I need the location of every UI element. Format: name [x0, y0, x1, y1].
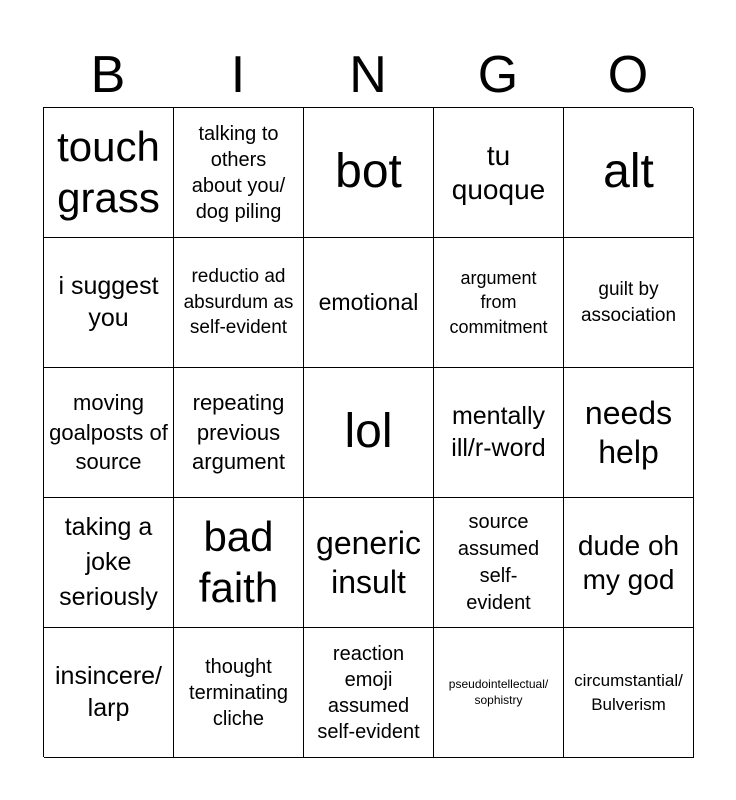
cell-text: moving goalposts of source	[49, 389, 168, 475]
cell-text: emotional	[318, 288, 419, 315]
cell-text: talking to others about you/ dog piling	[191, 122, 286, 223]
bingo-cell[interactable]	[564, 368, 694, 498]
header-letter-g: G	[477, 46, 519, 104]
cell-text: circumstantial/ Bulverism	[574, 670, 683, 714]
cell-text: tu quoque	[451, 139, 546, 205]
bingo-cell[interactable]	[564, 238, 694, 368]
cell-text: reaction emoji assumed self-evident	[317, 642, 420, 743]
bingo-cell[interactable]	[304, 498, 434, 628]
header-letter-i: I	[230, 46, 246, 104]
bingo-cell[interactable]	[174, 368, 304, 498]
bingo-cell[interactable]	[174, 238, 304, 368]
cell-text: needs help	[584, 395, 673, 470]
cell-text: bad faith	[198, 513, 279, 611]
header-letter-n: N	[349, 46, 387, 104]
bingo-cell[interactable]	[44, 498, 174, 628]
bingo-cell[interactable]	[44, 368, 174, 498]
bingo-cell[interactable]	[304, 238, 434, 368]
bingo-cell[interactable]	[174, 498, 304, 628]
bingo-cell[interactable]	[434, 628, 564, 758]
cell-text: taking a joke seriously	[59, 513, 158, 611]
cell-text: generic insult	[316, 525, 421, 600]
header-letter-b: B	[90, 46, 126, 104]
cell-text: alt	[603, 145, 654, 199]
cell-text: touch grass	[57, 123, 160, 221]
cell-text: dude oh my god	[577, 529, 680, 595]
bingo-cell[interactable]	[304, 368, 434, 498]
cell-text: pseudointellectual/ sophistry	[448, 676, 549, 707]
bingo-cell[interactable]	[174, 628, 304, 758]
bingo-header	[43, 44, 693, 106]
bingo-cell[interactable]	[174, 108, 304, 238]
bingo-cell[interactable]	[304, 108, 434, 238]
bingo-cell[interactable]	[44, 628, 174, 758]
header-letter-o: O	[607, 46, 649, 104]
bingo-cell[interactable]	[434, 238, 564, 368]
cell-text: guilt by association	[580, 278, 677, 326]
bingo-board	[43, 107, 693, 757]
bingo-cell[interactable]	[434, 498, 564, 628]
cell-text: mentally ill/r-word	[451, 402, 546, 462]
cell-text: reductio ad absurdum as self-evident	[183, 266, 294, 339]
cell-text: thought terminating cliche	[189, 655, 288, 730]
cell-text: lol	[344, 405, 393, 459]
bingo-cell[interactable]	[44, 238, 174, 368]
cell-text: i suggest you	[58, 272, 159, 332]
cell-text: insincere/ larp	[55, 662, 162, 722]
bingo-cell[interactable]	[564, 498, 694, 628]
cell-text: argument from commitment	[449, 268, 548, 337]
cell-text: source assumed self-evident	[457, 510, 540, 614]
cell-text: bot	[335, 145, 402, 199]
bingo-cell[interactable]	[564, 108, 694, 238]
bingo-cell[interactable]	[44, 108, 174, 238]
bingo-cell[interactable]	[434, 368, 564, 498]
bingo-cell[interactable]	[304, 628, 434, 758]
cell-text: repeating previous argument	[192, 389, 285, 475]
bingo-cell[interactable]	[434, 108, 564, 238]
bingo-cell[interactable]	[564, 628, 694, 758]
